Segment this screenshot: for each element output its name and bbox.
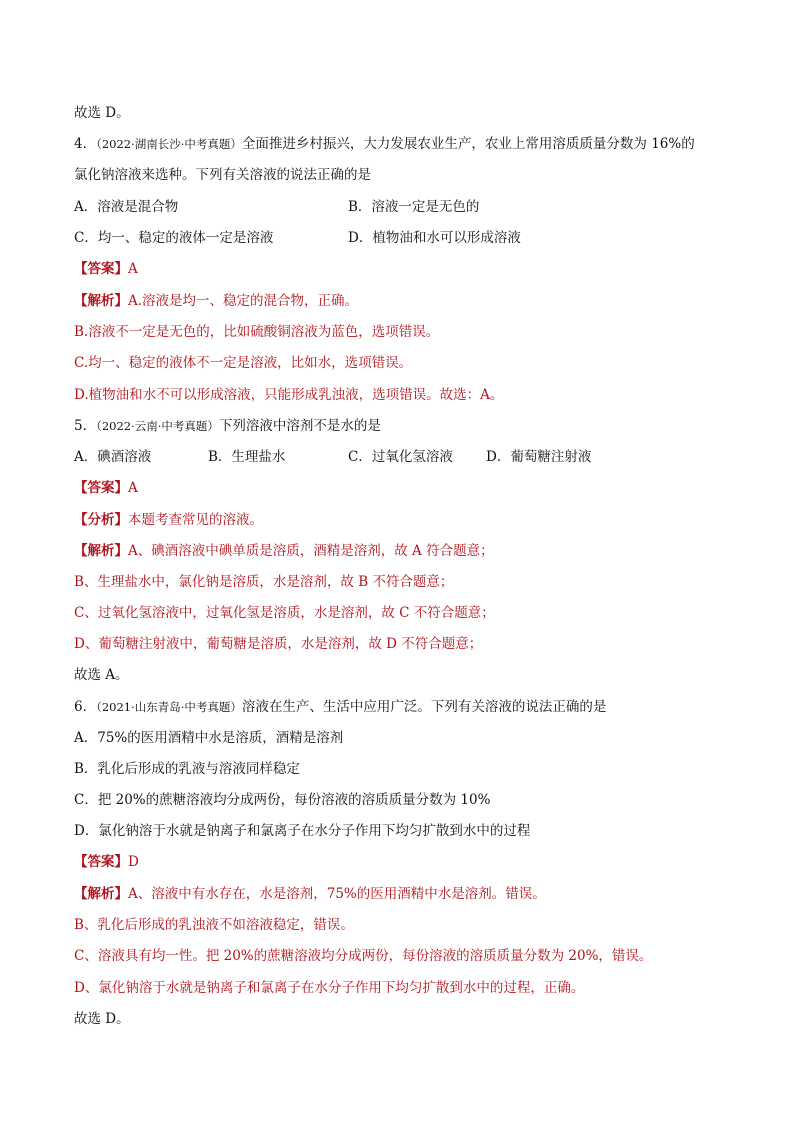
q5-source: （2022·云南·中考真题） [96, 419, 219, 433]
q5-fenxi-text: 本题考查常见的溶液。 [128, 512, 263, 528]
q5-analysis-tag: 【解析】 [74, 543, 128, 559]
q4-analysis-line3: C.均一、稳定的液体不一定是溶液，比如水，选项错误。 [74, 355, 413, 371]
q6-analysis-line2: B、乳化后形成的乳浊液不如溶液稳定，错误。 [74, 917, 354, 933]
q6-answer-value: D [128, 854, 139, 870]
q4-option-d: D．植物油和水可以形成溶液 [348, 230, 521, 246]
q4-analysis-line2: B.溶液不一定是无色的，比如硫酸铜溶液为蓝色，选项错误。 [74, 324, 440, 340]
q6-analysis-line4: D、氯化钠溶于水就是钠离子和氯离子在水分子作用下均匀扩散到水中的过程，正确。 [74, 980, 585, 996]
q5-option-c: C．过氧化氢溶液 [348, 449, 453, 465]
q5-answer-value: A [128, 480, 138, 496]
q6-option-d: D．氯化钠溶于水就是钠离子和氯离子在水分子作用下均匀扩散到水中的过程 [74, 823, 531, 839]
q5-answer-tag: 【答案】 [74, 480, 128, 496]
q4-stem-line2: 氯化钠溶液来选种。下列有关溶液的说法正确的是 [74, 167, 371, 183]
q4-analysis-tag: 【解析】 [74, 293, 128, 309]
q4-stem-line1 [74, 134, 695, 154]
q6-analysis-tag: 【解析】 [74, 886, 128, 902]
previous-conclusion: 故选 D。 [74, 105, 130, 121]
q4-option-b: B．溶液一定是无色的 [348, 199, 480, 215]
q4-analysis-line1 [74, 291, 358, 311]
q5-analysis-line1 [74, 541, 494, 561]
q6-analysis-line3: C、溶液具有均一性。把 20%的蔗糖溶液均分成两份，每份溶液的溶质质量分数为 20%，错误。 [74, 948, 653, 964]
q6-stem-text: 溶液在生产、生活中应用广泛。下列有关溶液的说法正确的是 [241, 699, 607, 715]
q5-analysis-line3: C、过氧化氢溶液中，过氧化氢是溶质，水是溶剂，故 C 不符合题意； [74, 605, 495, 621]
q4-analysis-text1: A.溶液是均一、稳定的混合物，正确。 [128, 293, 359, 309]
q6-conclusion: 故选 D。 [74, 1011, 130, 1027]
q6-answer-tag: 【答案】 [74, 854, 128, 870]
q5-stem [74, 416, 381, 436]
q5-option-b: B．生理盐水 [208, 449, 286, 465]
q6-option-a: A．75%的医用酒精中水是溶质，酒精是溶剂 [74, 730, 344, 746]
q5-analysis-line4: D、葡萄糖注射液中，葡萄糖是溶质，水是溶剂，故 D 不符合题意； [74, 636, 483, 652]
q4-number: 4． [74, 136, 97, 152]
q5-number: 5． [74, 418, 97, 434]
q6-stem [74, 697, 606, 717]
q4-answer [74, 259, 138, 279]
q4-option-a: A．溶液是混合物 [74, 199, 179, 215]
q4-analysis-line4: D.植物油和水不可以形成溶液，只能形成乳浊液，选项错误。故选：A。 [74, 387, 504, 403]
q4-option-c: C．均一、稳定的液体一定是溶液 [74, 230, 274, 246]
q5-option-a: A．碘酒溶液 [74, 449, 152, 465]
q5-option-d: D．葡萄糖注射液 [486, 449, 592, 465]
q5-conclusion: 故选 A。 [74, 667, 129, 683]
q6-analysis-line1 [74, 884, 546, 904]
q5-analysis-line2: B、生理盐水中，氯化钠是溶质，水是溶剂，故 B 不符合题意； [74, 574, 454, 590]
q5-stem-text: 下列溶液中溶剂不是水的是 [218, 418, 381, 434]
q6-source: （2021·山东青岛·中考真题） [96, 700, 242, 714]
q4-stem-text1: 全面推进乡村振兴，大力发展农业生产，农业上常用溶质质量分数为 16%的 [241, 136, 695, 152]
q5-fenxi [74, 510, 263, 530]
q4-answer-tag: 【答案】 [74, 261, 128, 277]
q5-fenxi-tag: 【分析】 [74, 512, 128, 528]
q5-analysis-text1: A、碘酒溶液中碘单质是溶质，酒精是溶剂，故 A 符合题意； [128, 543, 494, 559]
q6-answer [74, 852, 139, 872]
q6-number: 6． [74, 699, 97, 715]
q6-option-b: B．乳化后形成的乳液与溶液同样稳定 [74, 761, 300, 777]
q4-answer-value: A [128, 261, 138, 277]
q4-source: （2022·湖南长沙·中考真题） [96, 137, 242, 151]
q6-option-c: C．把 20%的蔗糖溶液均分成两份，每份溶液的溶质质量分数为 10% [74, 792, 491, 808]
q5-answer [74, 478, 138, 498]
q6-analysis-text1: A、溶液中有水存在，水是溶剂，75%的医用酒精中水是溶剂。错误。 [128, 886, 546, 902]
